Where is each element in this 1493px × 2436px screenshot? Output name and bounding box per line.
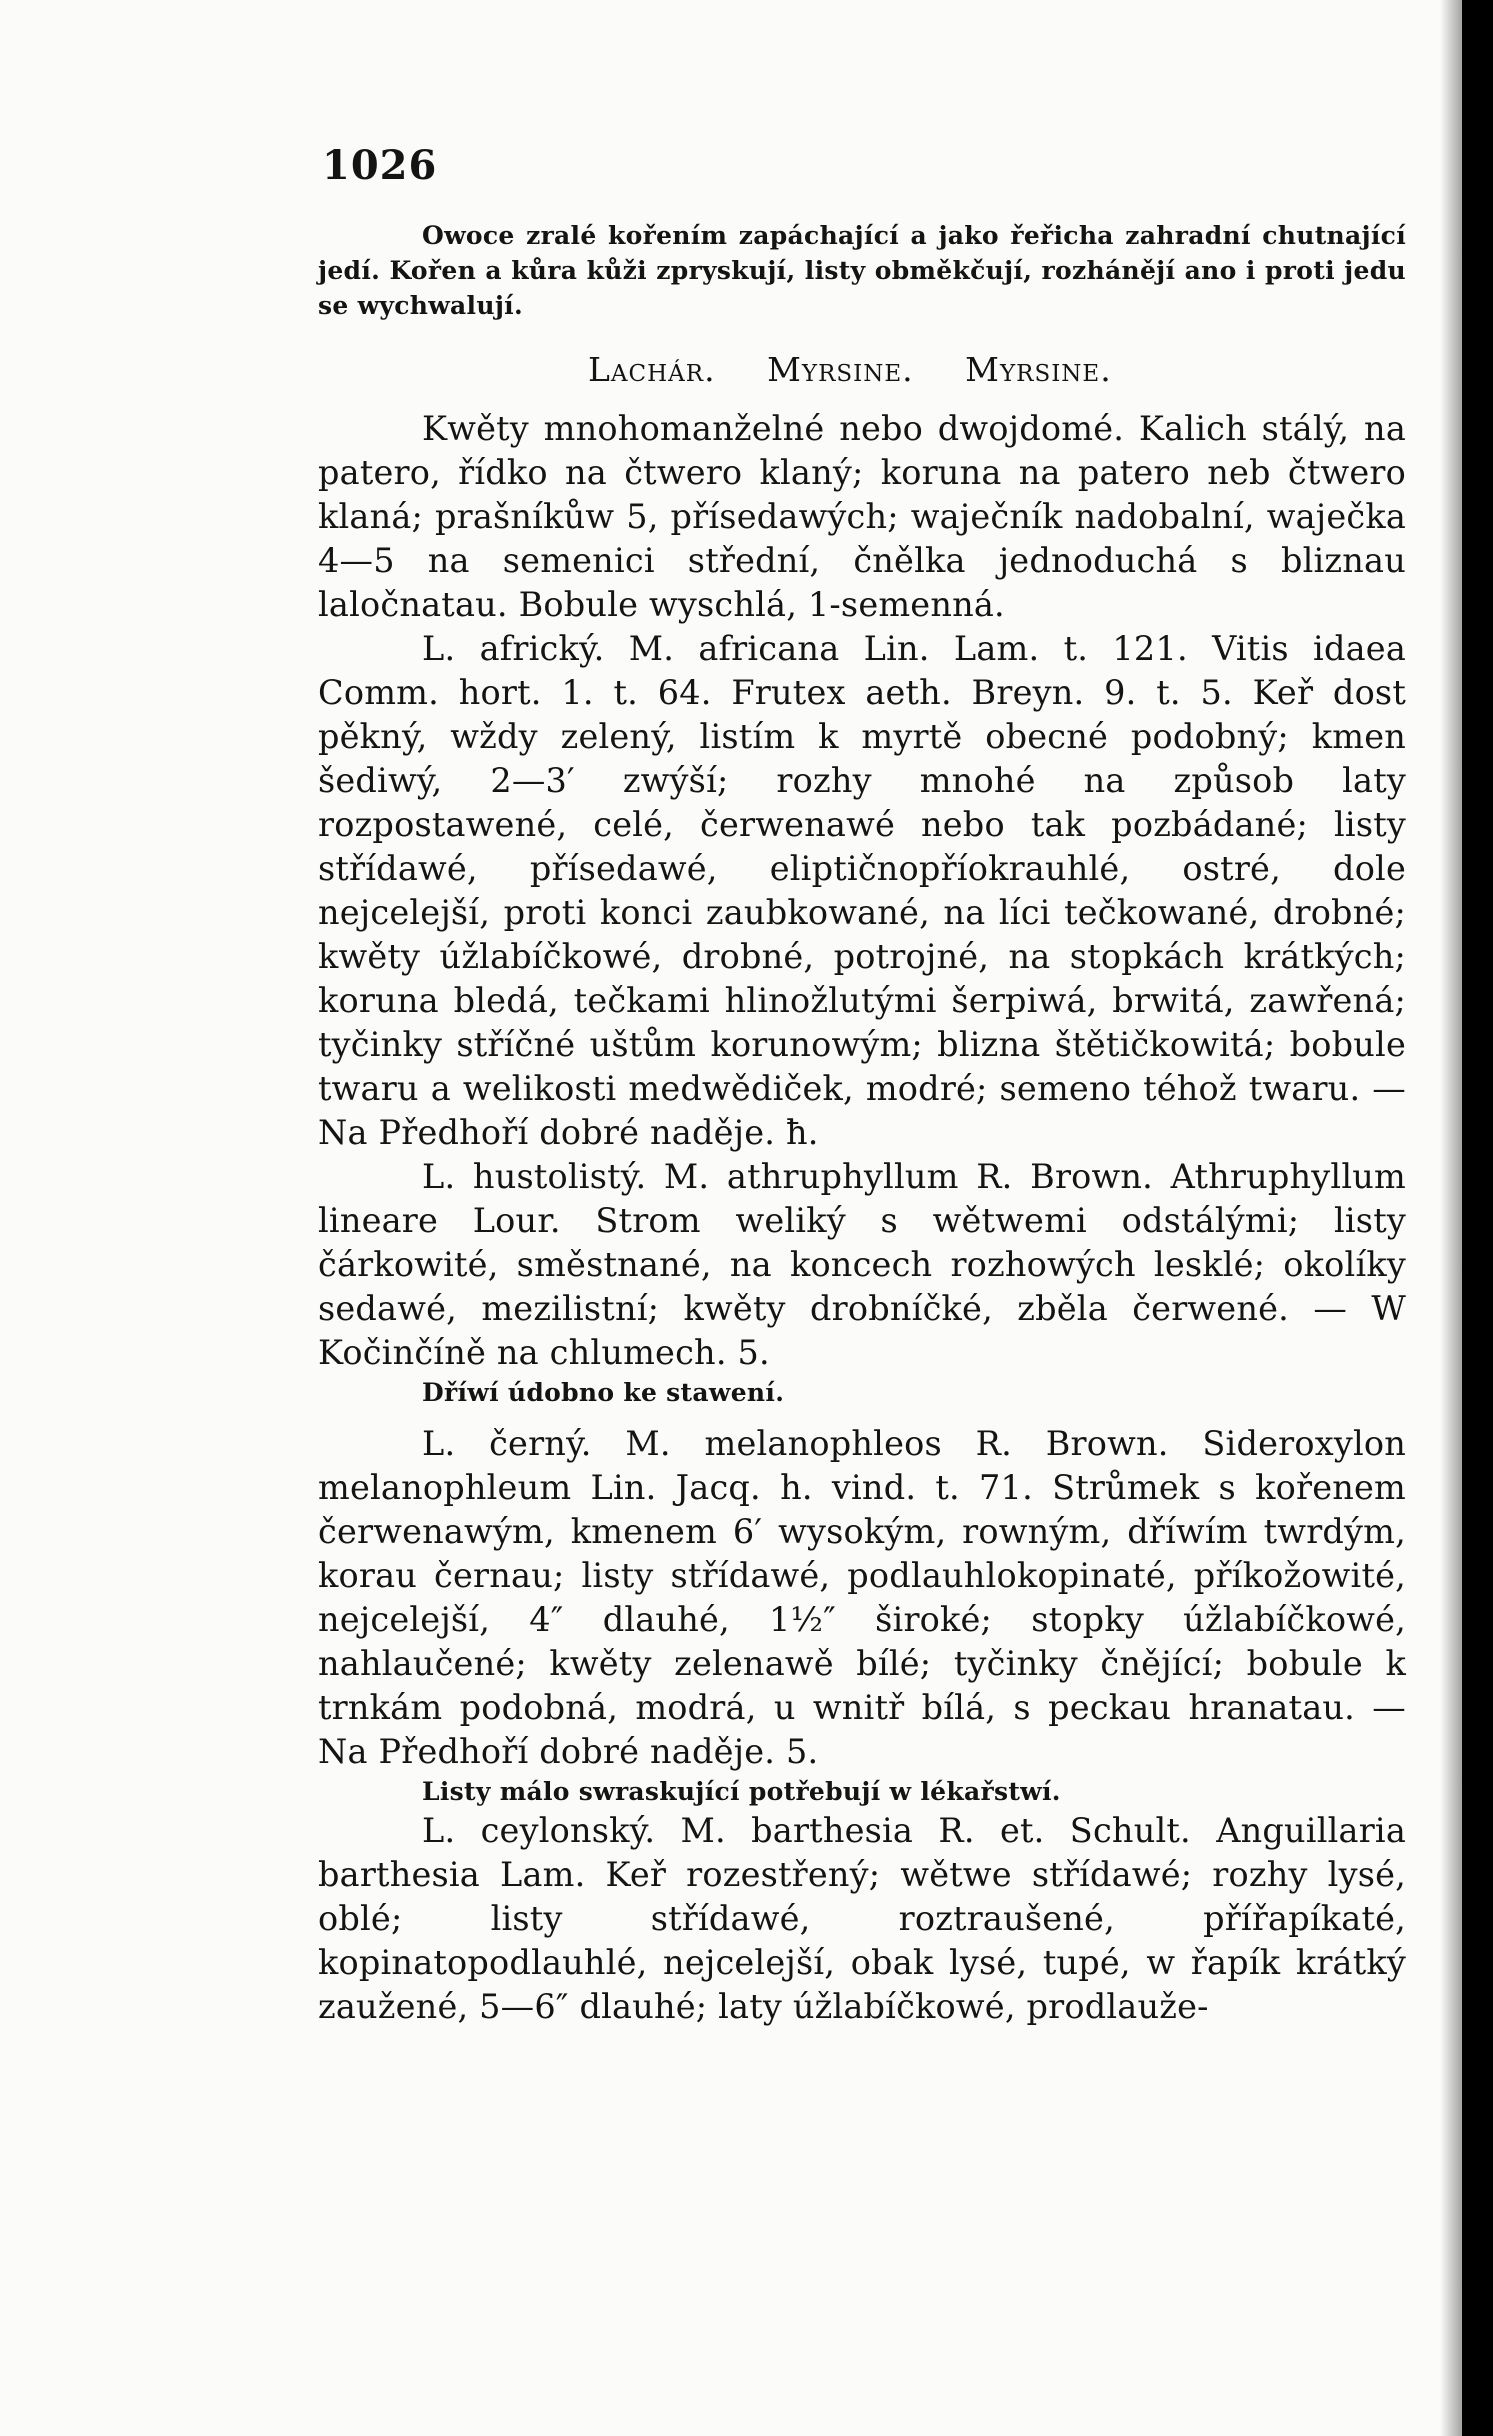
page-number: 1026	[322, 142, 438, 189]
paragraph-genus-description: Kwěty mnohomanželné nebo dwojdomé. Kalich stálý, na patero, řídko na čtwero klaný; koruna na patero neb čtwero klaná; prašníkůw 5, přísedawých; waječník nadobalní, waječka 4—5 na semenici střední, čnělka jednoduchá s bliznau laločnatau. Bobule wyschlá, 1-semenná.	[318, 409, 1406, 624]
paragraph-species-melanophleos: L. černý. M. melanophleos R. Brown. Sideroxylon melanophleum Lin. Jacq. h. vind. t. 71. Strůmek s kořenem čerwenawým, kmenem 6′ wysokým, rowným, dříwím twrdým, korau černau; listy střídawé, podlauhlokopinaté, příkožowité, nejcelejší, 4″ dlauhé, 1½″ široké; stopky úžlabíčkowé, nahlaučené; kwěty zelenawě bílé; tyčinky čnějící; bobule k trnkám podobná, modrá, u wnitř bílá, s peckau hranatau. — Na Předhoří dobré naděje. 5.	[318, 1424, 1406, 1771]
genus-czech-name: Lachár.	[588, 350, 716, 389]
genus-heading	[318, 347, 1406, 393]
page-edge-shadow	[1440, 0, 1462, 2436]
paragraph-species-africana: L. africký. M. africana Lin. Lam. t. 121. Vitis idaea Comm. hort. 1. t. 64. Frutex aeth. Breyn. 9. t. 5. Keř dost pěkný, wždy zelený, listím k myrtě obecné podobný; kmen šediwý, 2—3′ zwýší; rozhy mnohé na způsob laty rozpostawené, celé, čerwenawé nebo tak pozbádané; listy střídawé, přísedawé, eliptičnopříokrauhlé, ostré, dole nejcelejší, proti konci zaubkowané, na líci tečkowané, drobné; kwěty úžlabíčkowé, drobné, potrojné, na stopkách krátkých; koruna bledá, tečkami hlinožlutými šerpiwá, brwitá, zawřená; tyčinky stříčné uštům korunowým; blizna štětičkowitá; bobule twaru a welikosti medwědiček, modré; semeno téhož twaru. — Na Předhoří dobré naděje. ħ.	[318, 629, 1406, 1152]
paragraph-species-athrophyllum: L. hustolistý. M. athruphyllum R. Brown. Athruphyllum lineare Lour. Strom weliký s wětwemi odstálými; listy čárkowité, směstnané, na koncech rozhowých lesklé; okolíky sedawé, mezilistní; kwěty drobníčké, zběla čerwené. — W Kočinčíně na chlumech. 5.	[318, 1157, 1406, 1372]
paragraph-intro: Owoce zralé kořením zapáchající a jako řeřicha zahradní chutnající jedí. Kořen a kůra kůži zpryskují, listy obměkčují, rozhánějí ano i proti jedu se wychwalují.	[318, 221, 1406, 320]
page-content	[318, 218, 1406, 2029]
paragraph-species-barthesia: L. ceylonský. M. barthesia R. et. Schult. Anguillaria barthesia Lam. Keř rozestřený; wětwe střídawé; rozhy lysé, oblé; listy střídawé, roztraušené, přířapíkaté, kopinatopodlauhlé, nejcelejší, obak lysé, tupé, w řapík krátký zaužené, 5—6″ dlauhé; laty úžlabíčkowé, prodlauže-	[318, 1811, 1406, 2026]
genus-latin-name-2: Myrsine.	[965, 350, 1112, 389]
note-melanophleos: Listy málo swraskující potřebují w lékařstwí.	[422, 1777, 1061, 1806]
note-athrophyllum: Dříwí údobno ke stawení.	[422, 1378, 785, 1407]
genus-latin-name: Myrsine.	[767, 350, 914, 389]
